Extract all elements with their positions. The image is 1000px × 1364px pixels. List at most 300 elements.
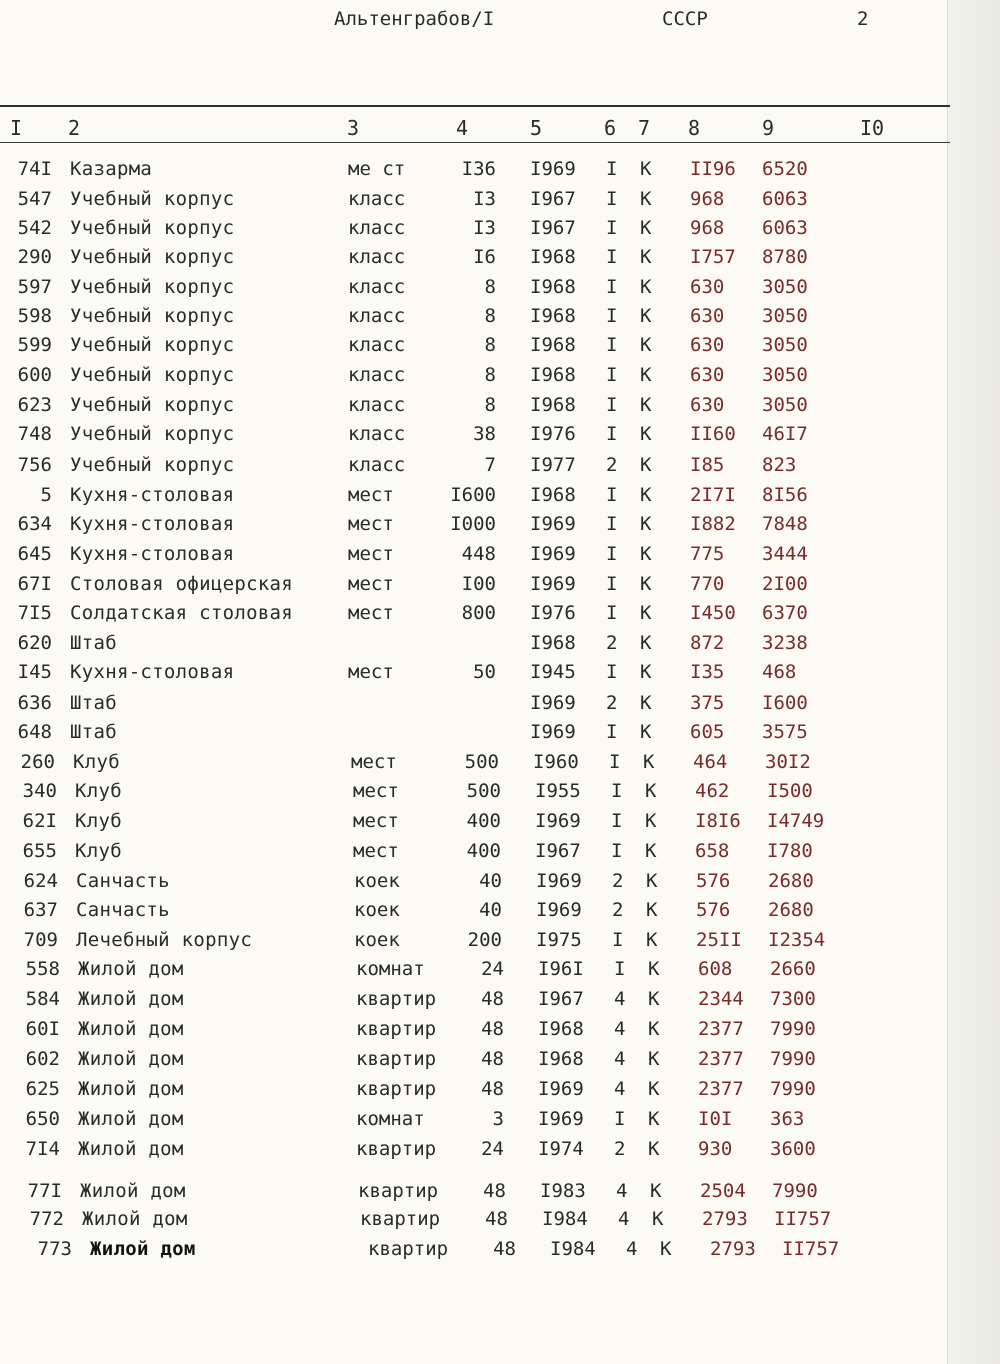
cell-year: I969 (536, 870, 582, 892)
cell-year: I969 (530, 573, 576, 595)
cell-id: 602 (25, 1048, 60, 1070)
cell-id: 756 (17, 454, 52, 476)
cell-year: I968 (530, 394, 576, 416)
cell-v9: 363 (770, 1108, 805, 1130)
cell-unit: ме ст (348, 158, 406, 180)
cell-unit: класс (348, 423, 406, 445)
column-header: 8 (688, 116, 701, 140)
cell-id: 650 (25, 1108, 60, 1130)
cell-cat: I (606, 158, 618, 180)
cell-id: 67I (17, 573, 52, 595)
cell-cat: I (611, 810, 623, 832)
cell-v8: 630 (690, 276, 725, 298)
cell-name: Штаб (70, 692, 117, 714)
cell-id: 62I (22, 810, 57, 832)
table-row (0, 276, 950, 304)
cell-v8: 630 (690, 394, 725, 416)
cell-mat: К (640, 632, 652, 654)
cell-cat: 2 (606, 454, 618, 476)
table-row (0, 573, 950, 601)
cell-mat: К (648, 958, 660, 980)
cell-cap: 8 (484, 334, 496, 356)
cell-v8: I882 (690, 513, 736, 535)
cell-cat: 4 (614, 988, 626, 1010)
cell-cat: 2 (606, 692, 618, 714)
cell-cap: 8 (484, 364, 496, 386)
cell-mat: К (640, 188, 652, 210)
cell-id: 772 (29, 1208, 64, 1230)
cell-v8: 605 (690, 721, 725, 743)
cell-id: 637 (23, 899, 58, 921)
cell-unit: мест (348, 513, 394, 535)
cell-id: 290 (17, 246, 52, 268)
cell-year: I983 (540, 1180, 586, 1202)
cell-cap: 40 (479, 899, 502, 921)
cell-cat: 4 (618, 1208, 630, 1230)
cell-cat: I (606, 423, 618, 445)
cell-v9: 823 (762, 454, 797, 476)
cell-v8: 930 (698, 1138, 733, 1160)
column-header: 9 (762, 116, 775, 140)
cell-name: Клуб (75, 780, 122, 802)
cell-mat: К (640, 158, 652, 180)
cell-v9: 2680 (768, 870, 814, 892)
cell-cat: 4 (614, 1018, 626, 1040)
cell-name: Учебный корпус (70, 276, 235, 298)
cell-year: I975 (536, 929, 582, 951)
cell-mat: К (645, 810, 657, 832)
cell-unit: мест (348, 661, 394, 683)
cell-name: Жилой дом (78, 988, 184, 1010)
cell-mat: К (640, 217, 652, 239)
page-number: 2 (857, 8, 869, 30)
cell-name: Учебный корпус (70, 394, 235, 416)
cell-mat: К (640, 246, 652, 268)
cell-mat: К (640, 394, 652, 416)
cell-v8: 630 (690, 305, 725, 327)
cell-cap: 500 (466, 780, 501, 802)
cell-mat: К (640, 364, 652, 386)
cell-name: Учебный корпус (70, 246, 235, 268)
cell-name: Столовая офицерская (70, 573, 294, 595)
page-edge-shadow (947, 0, 1000, 1364)
cell-id: I45 (17, 661, 52, 683)
cell-v9: 8I56 (762, 484, 808, 506)
cell-v9: 7990 (770, 1078, 816, 1100)
cell-year: I976 (530, 423, 576, 445)
cell-mat: К (648, 988, 660, 1010)
cell-id: 748 (17, 423, 52, 445)
cell-year: I969 (535, 810, 581, 832)
table-row (0, 899, 950, 927)
cell-name: Штаб (70, 632, 117, 654)
cell-cap: 800 (461, 602, 496, 624)
cell-cat: I (606, 246, 618, 268)
cell-year: I968 (538, 1018, 584, 1040)
cell-year: I969 (530, 513, 576, 535)
cell-year: I969 (538, 1078, 584, 1100)
cell-unit: мест (351, 751, 397, 773)
column-header: I0 (860, 116, 885, 140)
cell-mat: К (650, 1180, 662, 1202)
column-header: 4 (456, 116, 469, 140)
cell-cap: 48 (493, 1238, 516, 1260)
table-row (0, 454, 950, 482)
cell-v9: 7848 (762, 513, 808, 535)
table-row (0, 543, 950, 571)
cell-cat: I (614, 958, 626, 980)
cell-year: I967 (530, 217, 576, 239)
table-row (0, 217, 950, 245)
cell-id: 5 (40, 484, 52, 506)
cell-mat: К (640, 602, 652, 624)
cell-cat: I (606, 188, 618, 210)
cell-cat: I (609, 751, 621, 773)
cell-name: Санчасть (76, 870, 170, 892)
cell-year: I945 (530, 661, 576, 683)
cell-v8: I450 (690, 602, 736, 624)
cell-v9: I500 (767, 780, 813, 802)
cell-unit: класс (348, 188, 406, 210)
column-header: 2 (68, 116, 81, 140)
cell-v9: I4749 (767, 810, 825, 832)
cell-v8: 968 (690, 217, 725, 239)
cell-cap: 38 (473, 423, 496, 445)
table-row (0, 958, 950, 986)
cell-cat: 4 (614, 1048, 626, 1070)
cell-v9: 2660 (770, 958, 816, 980)
cell-v8: 25II (696, 929, 742, 951)
cell-cap: I00 (461, 573, 496, 595)
cell-id: 598 (17, 305, 52, 327)
cell-cat: I (606, 334, 618, 356)
cell-unit: класс (348, 394, 406, 416)
cell-mat: К (646, 929, 658, 951)
cell-name: Учебный корпус (70, 334, 235, 356)
cell-name: Лечебный корпус (76, 929, 253, 951)
table-row (0, 721, 950, 749)
cell-v8: 576 (696, 870, 731, 892)
cell-v8: 2793 (710, 1238, 756, 1260)
cell-v9: 3050 (762, 334, 808, 356)
table-row (0, 692, 950, 720)
cell-id: 7I5 (17, 602, 52, 624)
cell-id: 74I (17, 158, 52, 180)
cell-year: I974 (538, 1138, 584, 1160)
cell-unit: мест (348, 602, 394, 624)
cell-v9: 7990 (770, 1018, 816, 1040)
table-row (0, 661, 950, 689)
table-top-rule (0, 105, 950, 107)
table-row (0, 840, 950, 868)
cell-id: 625 (25, 1078, 60, 1100)
cell-id: 600 (17, 364, 52, 386)
cell-year: I967 (535, 840, 581, 862)
cell-unit: класс (348, 276, 406, 298)
cell-cap: I000 (450, 513, 496, 535)
cell-v9: I600 (762, 692, 808, 714)
cell-name: Жилой дом (78, 1078, 184, 1100)
cell-mat: К (648, 1018, 660, 1040)
cell-year: I967 (530, 188, 576, 210)
cell-year: I960 (533, 751, 579, 773)
cell-v9: 6520 (762, 158, 808, 180)
cell-v9: 2I00 (762, 573, 808, 595)
cell-v9: 7990 (772, 1180, 818, 1202)
column-header: 5 (530, 116, 543, 140)
cell-cap: 50 (473, 661, 496, 683)
cell-id: 260 (20, 751, 55, 773)
cell-year: I969 (530, 692, 576, 714)
cell-name: Учебный корпус (70, 188, 235, 210)
table-row (0, 1138, 950, 1166)
table-row (0, 188, 950, 216)
cell-mat: К (640, 692, 652, 714)
cell-name: Штаб (70, 721, 117, 743)
table-row (0, 1018, 950, 1046)
cell-cap: 400 (466, 810, 501, 832)
cell-name: Клуб (75, 840, 122, 862)
cell-name: Жилой дом (78, 1018, 184, 1040)
header-bottom-rule (0, 142, 950, 143)
table-row (0, 1238, 950, 1266)
table-row (0, 364, 950, 392)
cell-mat: К (648, 1108, 660, 1130)
cell-v8: 2504 (700, 1180, 746, 1202)
cell-v9: 2680 (768, 899, 814, 921)
cell-unit: класс (348, 217, 406, 239)
cell-cap: 8 (484, 394, 496, 416)
cell-id: 645 (17, 543, 52, 565)
cell-cap: 48 (481, 1048, 504, 1070)
cell-v9: 30I2 (765, 751, 811, 773)
cell-name: Кухня-столовая (70, 543, 235, 565)
cell-name: Жилой дом (78, 1048, 184, 1070)
cell-v8: 608 (698, 958, 733, 980)
cell-v8: 968 (690, 188, 725, 210)
cell-year: I96I (538, 958, 584, 980)
cell-mat: К (640, 276, 652, 298)
cell-year: I968 (530, 334, 576, 356)
cell-mat: К (640, 661, 652, 683)
column-header: I (10, 116, 23, 140)
cell-id: 636 (17, 692, 52, 714)
cell-mat: К (648, 1138, 660, 1160)
cell-v8: 770 (690, 573, 725, 595)
cell-id: 624 (23, 870, 58, 892)
cell-unit: коек (354, 899, 400, 921)
cell-v9: 3238 (762, 632, 808, 654)
cell-id: 340 (22, 780, 57, 802)
cell-year: I969 (530, 543, 576, 565)
cell-name: Кухня-столовая (70, 661, 235, 683)
cell-year: I968 (530, 364, 576, 386)
cell-unit: квартир (356, 1138, 437, 1160)
cell-mat: К (645, 840, 657, 862)
cell-year: I968 (530, 305, 576, 327)
cell-cat: I (606, 573, 618, 595)
table-row (0, 602, 950, 630)
cell-unit: комнат (356, 1108, 425, 1130)
cell-v8: II96 (690, 158, 736, 180)
cell-unit: квартир (356, 1048, 437, 1070)
cell-name: Учебный корпус (70, 423, 235, 445)
cell-cat: I (606, 661, 618, 683)
cell-cat: I (606, 305, 618, 327)
cell-v8: I85 (690, 454, 725, 476)
cell-id: 623 (17, 394, 52, 416)
cell-v9: 6063 (762, 217, 808, 239)
cell-name: Жилой дом (78, 1138, 184, 1160)
table-row (0, 929, 950, 957)
table-row (0, 513, 950, 541)
cell-cap: 8 (484, 305, 496, 327)
cell-year: I968 (538, 1048, 584, 1070)
cell-cap: I600 (450, 484, 496, 506)
cell-unit: мест (353, 810, 399, 832)
table-row (0, 394, 950, 422)
cell-cat: I (606, 364, 618, 386)
cell-v8: II60 (690, 423, 736, 445)
table-row (0, 988, 950, 1016)
cell-year: I968 (530, 632, 576, 654)
cell-mat: К (640, 423, 652, 445)
cell-v9: 3444 (762, 543, 808, 565)
cell-cap: 48 (481, 988, 504, 1010)
cell-unit: квартир (358, 1180, 439, 1202)
cell-cap: 48 (481, 1018, 504, 1040)
table-row (0, 1108, 950, 1136)
cell-v8: 872 (690, 632, 725, 654)
cell-v9: 3600 (770, 1138, 816, 1160)
cell-unit: коек (354, 929, 400, 951)
cell-id: 597 (17, 276, 52, 298)
cell-v9: II757 (774, 1208, 832, 1230)
table-row (0, 1180, 950, 1208)
cell-cap: I3 (473, 217, 496, 239)
cell-v9: 3050 (762, 305, 808, 327)
cell-cat: 2 (612, 870, 624, 892)
table-row (0, 158, 950, 186)
cell-v8: 2793 (702, 1208, 748, 1230)
table-row (0, 246, 950, 274)
cell-cat: I (611, 780, 623, 802)
cell-v9: 46I7 (762, 423, 808, 445)
cell-name: Казарма (70, 158, 153, 180)
cell-year: I955 (535, 780, 581, 802)
cell-name: Солдатская столовая (70, 602, 294, 624)
cell-mat: К (640, 454, 652, 476)
cell-cap: 200 (467, 929, 502, 951)
cell-mat: К (645, 780, 657, 802)
cell-cap: 48 (481, 1078, 504, 1100)
cell-unit: класс (348, 246, 406, 268)
cell-v9: II757 (782, 1238, 840, 1260)
cell-name: Жилой дом (82, 1208, 188, 1230)
cell-v8: 630 (690, 364, 725, 386)
cell-name: Жилой дом (78, 958, 184, 980)
cell-cat: I (612, 929, 624, 951)
cell-mat: К (640, 573, 652, 595)
cell-mat: К (640, 334, 652, 356)
cell-name: Жилой дом (90, 1238, 196, 1260)
cell-cat: 2 (614, 1138, 626, 1160)
table-row (0, 423, 950, 451)
cell-year: I977 (530, 454, 576, 476)
cell-unit: класс (348, 364, 406, 386)
cell-cat: 2 (612, 899, 624, 921)
cell-mat: К (646, 870, 658, 892)
cell-year: I969 (538, 1108, 584, 1130)
table-row (0, 632, 950, 660)
cell-v8: 375 (690, 692, 725, 714)
cell-cat: I (606, 394, 618, 416)
cell-cap: 48 (485, 1208, 508, 1230)
cell-name: Учебный корпус (70, 305, 235, 327)
table-row (0, 334, 950, 362)
cell-unit: мест (348, 573, 394, 595)
cell-name: Учебный корпус (70, 217, 235, 239)
cell-unit: квартир (368, 1238, 449, 1260)
cell-v9: 3050 (762, 394, 808, 416)
cell-name: Жилой дом (80, 1180, 186, 1202)
cell-id: 547 (17, 188, 52, 210)
cell-mat: К (640, 305, 652, 327)
cell-v9: 7990 (770, 1048, 816, 1070)
table-row (0, 780, 950, 808)
cell-cap: 24 (481, 1138, 504, 1160)
table-row (0, 870, 950, 898)
cell-cat: I (606, 721, 618, 743)
cell-v8: I8I6 (695, 810, 741, 832)
table-row (0, 810, 950, 838)
cell-cat: 4 (616, 1180, 628, 1202)
cell-v8: 2377 (698, 1018, 744, 1040)
cell-id: 620 (17, 632, 52, 654)
cell-mat: К (648, 1048, 660, 1070)
cell-name: Клуб (75, 810, 122, 832)
cell-v8: 658 (695, 840, 730, 862)
cell-id: 655 (22, 840, 57, 862)
table-row (0, 1208, 950, 1236)
cell-cap: 500 (464, 751, 499, 773)
cell-mat: К (652, 1208, 664, 1230)
cell-v8: 464 (693, 751, 728, 773)
cell-cap: 3 (492, 1108, 504, 1130)
table-row (0, 751, 950, 779)
cell-id: 599 (17, 334, 52, 356)
cell-v8: I35 (690, 661, 725, 683)
cell-year: I969 (536, 899, 582, 921)
header-location: Альтенграбов/I (334, 8, 495, 30)
column-header: 6 (604, 116, 617, 140)
cell-v8: 2377 (698, 1078, 744, 1100)
cell-v8: 2377 (698, 1048, 744, 1070)
cell-year: I984 (550, 1238, 596, 1260)
cell-unit: мест (353, 780, 399, 802)
cell-year: I968 (530, 276, 576, 298)
cell-cat: I (606, 217, 618, 239)
cell-name: Учебный корпус (70, 454, 235, 476)
header-country: СССР (662, 8, 708, 30)
cell-v8: 2I7I (690, 484, 736, 506)
cell-mat: К (660, 1238, 672, 1260)
table-row (0, 1078, 950, 1106)
cell-v8: 2344 (698, 988, 744, 1010)
cell-cap: 400 (466, 840, 501, 862)
cell-v9: 8780 (762, 246, 808, 268)
cell-id: 584 (25, 988, 60, 1010)
